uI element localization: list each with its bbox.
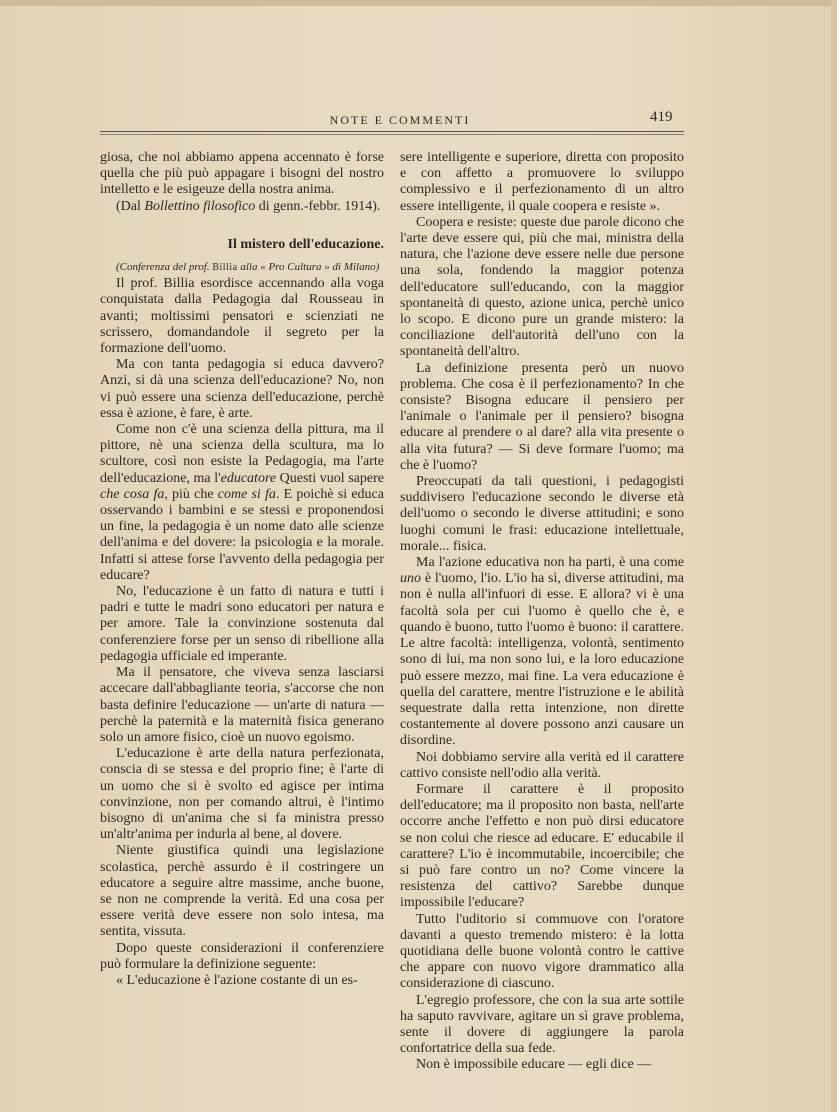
header-rule-thin <box>100 134 684 135</box>
text-run: è l'uomo, l'io. L'io ha sì, diverse attitudini, ma non è nulla all'infuori di esse. E allora? vi è una facoltà sola per cui l'uomo è quello che è, e quando è buono, tutto l'uomo è buono: il carattere. Le altre facoltà: intelligenza, volontà, sentimento sono di lui, ma non sono lui, e la loro educazione può essere mezzo, mai fine. La vera educazione è quella del carattere, mentre l'istruzione e le abilità sequestrate dalla retta intenzione, non dirette costantemente al dovere possono anzi causare un disordine. <box>400 571 684 749</box>
italic-run: che cosa fa <box>100 486 165 502</box>
paragraph: La definizione presenta però un nuovo problema. Che cosa è il perfezionamento? In che consiste? Bisogna educare il pensiero per l'animale o l'animale per il pensiero? bisogna educare al prendere o al dare? alla vita presente o alla vita futura? — Si deve formare l'uomo; ma che è l'uomo? <box>400 360 684 473</box>
paragraph: Coopera e resiste: queste due parole dicono che l'arte deve essere qui, più che mai, ministra della natura, che l'azione deve essere nelle due persone una sola, fondendo la maggior potenza dell'educatore sull'educando, con la maggior spontaneità di questo, azione unica, perchè unico lo scopo. E dicono pure un grande mistero: la conciliazione dell'autorità dell'uno con la spontaneità dell'altro. <box>400 214 684 360</box>
text-run: , più che <box>164 486 218 502</box>
paragraph: sere intelligente e superiore, diretta con proposito e con affetto a promuovere lo sviluppo complessivo e il perfezionamento di un altro essere intelligente, il quale coopera e resiste ». <box>400 150 684 214</box>
subtitle-venue: alla « Pro Cultura » di Milano) <box>237 261 380 274</box>
paragraph: Preoccupati da tali questioni, i pedagogisti suddivisero l'educazione secondo le diverse età dell'uomo o secondo le diverse attitudini; e sono luoghi comuni le frasi: educazione intellettuale, morale... fisica. <box>400 474 684 554</box>
paragraph: Formare il carattere è il proposito dell'educatore; ma il proposito non basta, nell'arte occorre anche l'effetto e non può dirsi educatore se non colui che riesce ad educare. E' educabile il carattere? L'io è incommutabile, incoercibile; che si può fare contro un no? Come vincere la resistenza del cattivo? Sarebbe dunque impossibile l'educare? <box>400 781 684 911</box>
italic-run: educatore <box>220 470 277 486</box>
paragraph: Non è impossibile educare — egli dice — <box>416 1057 652 1073</box>
citation-text: (Dal <box>116 198 145 214</box>
page-top-edge <box>0 0 837 6</box>
left-column <box>100 150 384 989</box>
subtitle-text: (Conferenza del prof. <box>116 261 213 274</box>
paragraph: Ma con tanta pedagogia si educa davvero? Anzi, si dà una scienza dell'educazione? No, non vi può essere una scienza dell'educazione, perchè essa è azione, è fare, è arte. <box>100 357 384 421</box>
paragraph: L'egregio professore, che con la sua arte sottile ha saputo ravvivare, agitare un sì grave problema, sente il dovere di aggiungere la parola confortatrice della sua fede. <box>400 992 684 1057</box>
paragraph <box>400 555 684 749</box>
right-column <box>400 150 684 1074</box>
page-number: 419 <box>650 109 673 125</box>
page-right-edge <box>831 0 837 1112</box>
text-run: . E poichè si educa osservando i bambini e se stessi e proponendosi un fine, la pedagogia è un nome dato alle scienze dell'anima e del dovere: la psicologia e la morale. Infatti si attese forse l'avvento della pedagogia per educare? <box>100 486 384 583</box>
text-run: Ma l'azione educativa non ha parti, è una come <box>416 555 684 571</box>
paragraph: Ma il pensatore, che viveva senza lasciarsi accecare dall'abbagliante teoria, s'accorse che non basta definire l'educazione — un'arte di natura — perchè la paternità e la maternità fisica generano solo un amore fisico, cioè un nuovo egoismo. <box>100 665 384 745</box>
paragraph: giosa, che noi abbiamo appena accennato è forse quella che più può appagare i bisogni del nostro intelletto e le esigeuze della nostra anima. <box>100 150 384 198</box>
italic-run: uno <box>400 571 421 587</box>
subtitle-author: Billia <box>212 262 238 274</box>
text-run: Come non c'è una scienza della pittura, ma il pittore, nè una scienza della scultura, ma lo scultore, così non esiste la Pedagogia, ma l'arte dell'educazione, ma l' <box>100 422 384 486</box>
text-run: Questi vuol sapere <box>276 470 384 486</box>
paragraph: Dopo queste considerazioni il conferenziere può formulare la definizione seguente: <box>100 940 384 972</box>
citation-journal: Bollettino filosofico <box>144 198 256 214</box>
paragraph: Tutto l'uditorio si commuove con l'oratore davanti a questo tremendo mistero: è la lotta quotidiana delle buone volontà contro le cattive che appare con nuovo vigore drammatico alla considerazione di ciascuno. <box>400 911 684 992</box>
paragraph: Noi dobbiamo servire alla verità ed il carattere cattivo consiste nell'odio alla verità. <box>400 749 684 781</box>
source-citation <box>100 199 384 215</box>
section-title: Il mistero dell'educazione. <box>227 236 384 252</box>
running-title: NOTE E COMMENTI <box>329 113 471 127</box>
paragraph <box>100 422 384 584</box>
paragraph: Il prof. Billia esordisce accennando alla voga conquistata dalla Pedagogia dal Rousseau in avanti; moltissimi pensatori e scienziati ne scrissero, domandandole il segreto per la formazione dell'uomo. <box>100 276 384 357</box>
paragraph: No, l'educazione è un fatto di natura e tutti i padri e tutte le madri sono educatori per natura e per amore. Tale la convinzione sostenuta dal conferenziere forse per un senso di ribellione alla pedagogia ufficiale ed imperante. <box>100 584 384 664</box>
header-rule <box>100 131 684 132</box>
citation-date: di genn.-febbr. 1914). <box>255 198 381 214</box>
section-subtitle <box>100 259 384 276</box>
paragraph: « L'educazione è l'azione costante di un es- <box>116 972 358 988</box>
italic-run: come si fa <box>217 486 276 502</box>
paragraph: L'educazione è arte della natura perfezionata, conscia di se stessa e del proprio fine; è l'arte di un uomo che si è svolto ed agisce per intima convinzione, non per comando altrui, è l'intimo bisogno di un'anima che si fa ministra presso un'altr'anima per indurla al bene, al dovere. <box>100 746 384 843</box>
paragraph: Niente giustifica quindi una legislazione scolastica, perchè assurdo è il costringere un educatore a seguire altre massime, anche buone, se non ne comprende la verità. Ed una cosa per essere verità deve essere non solo intesa, ma sentita, vissuta. <box>100 843 384 940</box>
